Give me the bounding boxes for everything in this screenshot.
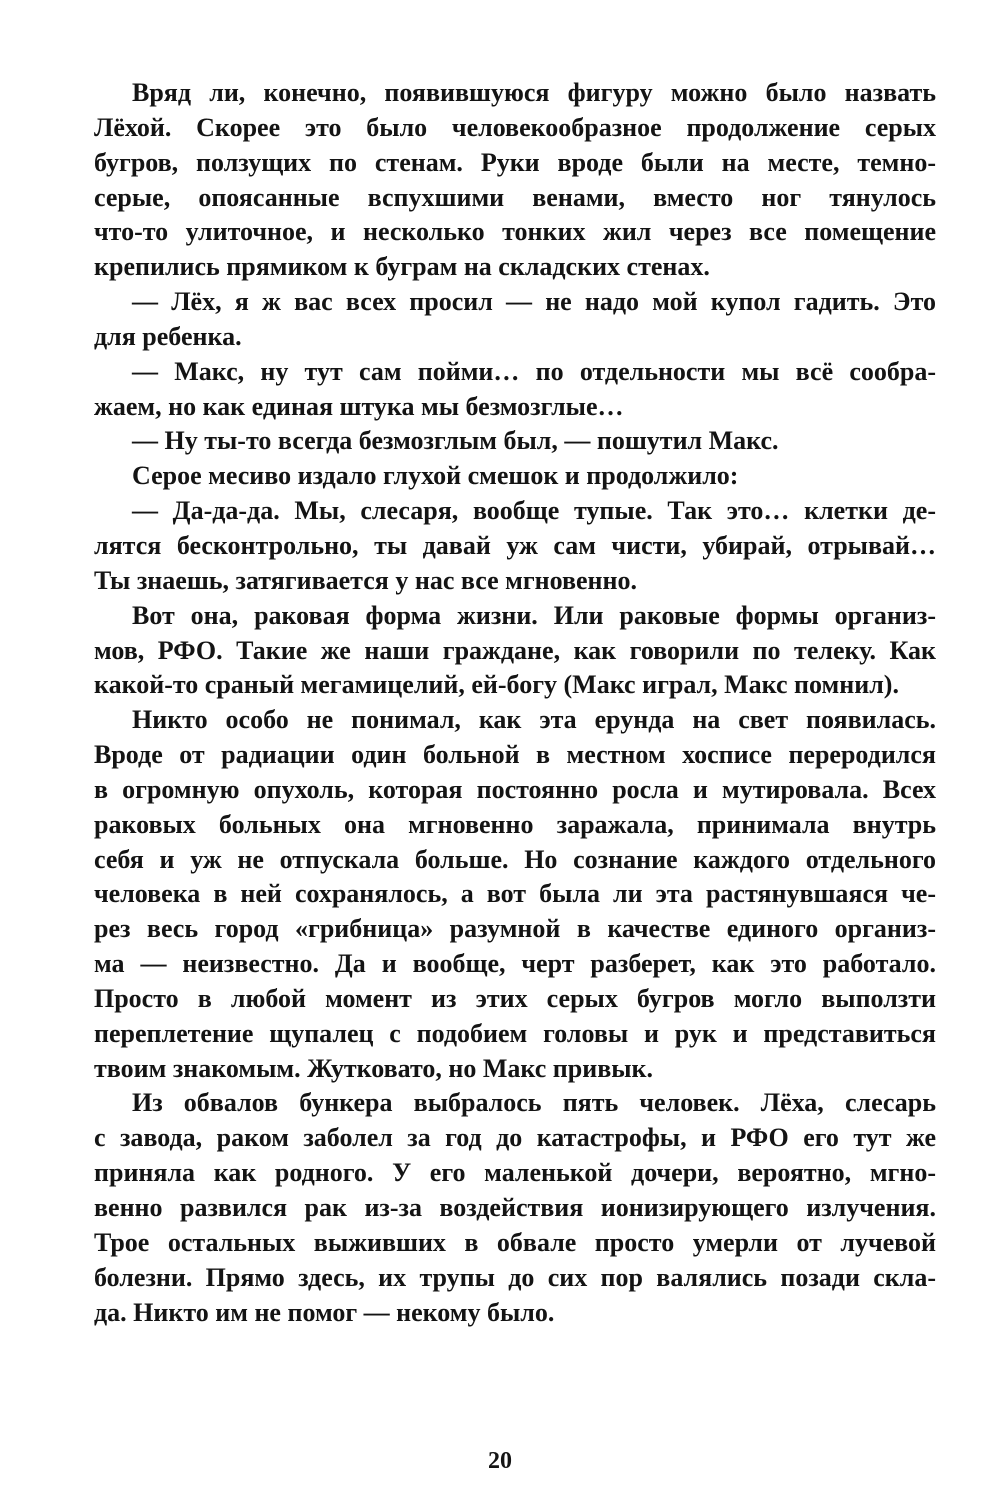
paragraph: [94, 424, 936, 459]
text-line: что-то улиточное, и несколько тонких жил через все помещение: [94, 217, 936, 247]
text-line: жаем, но как единая штука мы безмозглые…: [94, 391, 624, 421]
text-line: Лёхой. Скорее это было человекообразное продолжение серых: [94, 112, 936, 142]
text-line: рез весь город «грибница» разумной в качестве единого организ-: [94, 914, 936, 944]
text-line: какой-то сраный мегамицелий, ей-богу (Макс играл, Макс помнил).: [94, 670, 899, 700]
text-line: Серое месиво издало глухой смешок и продолжило:: [132, 461, 739, 491]
text-line: лятся бесконтрольно, ты давай уж сам чисти, убирай, отрывай…: [94, 530, 936, 560]
text-line: Из обвалов бункера выбралось пять человек. Лёха, слесарь: [132, 1088, 936, 1118]
text-line: в огромную опухоль, которая постоянно росла и мутировала. Всех: [94, 774, 936, 804]
text-line: для ребенка.: [94, 321, 242, 351]
paragraph: [94, 1086, 936, 1330]
text-line: бугров, ползущих по стенам. Руки вроде были на месте, темно-: [94, 147, 936, 177]
text-line: с завода, раком заболел за год до катастрофы, и РФО его тут же: [94, 1123, 936, 1153]
text-line: да. Никто им не помог — некому было.: [94, 1297, 555, 1327]
text-line: переплетение щупалец с подобием головы и рук и представиться: [94, 1018, 936, 1048]
text-line: Вряд ли, конечно, появившуюся фигуру можно было назвать: [132, 78, 936, 107]
paragraph: [94, 703, 936, 1086]
text-line: Никто особо не понимал, как эта ерунда на свет появилась.: [132, 705, 936, 735]
paragraph: [94, 494, 936, 599]
text-line: мов, РФО. Такие же наши граждане, как говорили по телеку. Как: [94, 635, 936, 665]
text-line: Вот она, раковая форма жизни. Или раковые формы организ-: [132, 600, 936, 630]
text-line: — Да-да-да. Мы, слесаря, вообще тупые. Так это… клетки де-: [132, 496, 936, 526]
text-line: крепились прямиком к буграм на складских стенах.: [94, 252, 710, 282]
text-line: приняла как родного. У его маленькой дочери, вероятно, мгно-: [94, 1158, 936, 1188]
text-line: раковых больных она мгновенно заражала, принимала внутрь: [94, 809, 936, 839]
text-line: — Ну ты-то всегда безмозглым был, — пошутил Макс.: [132, 426, 779, 456]
paragraph: [94, 285, 936, 355]
text-line: Трое остальных выживших в обвале просто умерли от лучевой: [94, 1227, 936, 1257]
text-line: человека в ней сохранялось, а вот была ли эта растянувшаяся че-: [94, 879, 936, 909]
text-line: Ты знаешь, затягивается у нас все мгновенно.: [94, 565, 638, 595]
text-line: Просто в любой момент из этих серых бугров могло выползти: [94, 983, 936, 1013]
paragraph: [94, 459, 936, 494]
text-line: себя и уж не отпускала больше. Но сознание каждого отдельного: [94, 844, 936, 874]
text-line: венно развился рак из-за воздействия ионизирующего излучения.: [94, 1193, 936, 1222]
text-line: ма — неизвестно. Да и вообще, черт разберет, как это работало.: [94, 949, 936, 979]
paragraph: [94, 355, 936, 425]
text-line: — Макс, ну тут сам пойми… по отдельности мы всё сообра-: [132, 356, 936, 386]
text-line: Вроде от радиации один больной в местном хосписе переродился: [94, 740, 936, 770]
paragraph: [94, 76, 936, 285]
text-line: — Лёх, я ж вас всех просил — не надо мой купол гадить. Это: [132, 287, 936, 317]
text-line: серые, опоясанные вспухшими венами, вместо ног тянулось: [94, 182, 936, 212]
page-number: 20: [488, 1448, 512, 1474]
paragraph: [94, 599, 936, 704]
body-text: [94, 76, 936, 1330]
text-line: болезни. Прямо здесь, их трупы до сих пор валялись позади скла-: [94, 1262, 936, 1292]
text-line: твоим знакомым. Жутковато, но Макс привык.: [94, 1053, 654, 1083]
